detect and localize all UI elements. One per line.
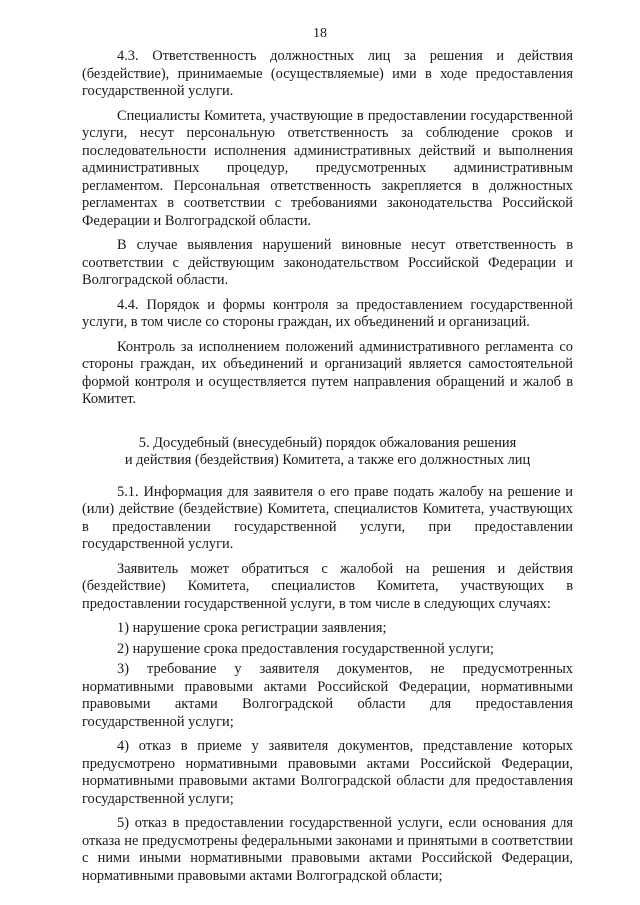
- list-item-4: 4) отказ в приеме у заявителя документов, представление которых предусмотрено нормативными правовыми актами Российской Федерации, нормативными правовыми актами Волгоградской области для предоставления государственной услуги;: [82, 738, 573, 807]
- list-item-2: 2) нарушение срока предоставления государственной услуги;: [117, 640, 494, 657]
- section-5-heading-line-2: и действия (бездействия) Комитета, а также его должностных лиц: [124, 452, 531, 468]
- list-item-1: 1) нарушение срока регистрации заявления;: [117, 620, 387, 636]
- paragraph-control: Контроль за исполнением положений административного регламента со стороны граждан, их объединений и организаций является самостоятельной формой контроля и осуществляется путем направления обращений и жалоб в Комитет.: [82, 338, 573, 407]
- paragraph-4-3: 4.3. Ответственность должностных лиц за решения и действия (бездействие), принимаемые (осуществляемые) ими в ходе предоставления государственной услуги.: [82, 48, 573, 99]
- document-body: [82, 48, 573, 892]
- page-number: 18: [313, 26, 327, 41]
- paragraph-violations: В случае выявления нарушений виновные несут ответственность в соответствии с действующим законодательством Российской Федерации и Волгоградской области.: [82, 237, 573, 288]
- section-5-heading: [82, 435, 573, 470]
- paragraph-5-1: 5.1. Информация для заявителя о его праве подать жалобу на решение и (или) действие (бездействие) Комитета, специалистов Комитета, участвующих в предоставлении государственной услуги, при предоставлении государственной услуги.: [82, 483, 573, 552]
- paragraph-4-4: 4.4. Порядок и формы контроля за предоставлением государственной услуги, в том числе со стороны граждан, их объединений и организаций.: [82, 296, 573, 330]
- list-item-3: 3) требование у заявителя документов, не предусмотренных нормативными правовыми актами Российской Федерации, нормативными правовыми актами Волгоградской области для предоставления государственной услуги;: [82, 661, 573, 730]
- section-5-heading-line-1: 5. Досудебный (внесудебный) порядок обжалования решения: [138, 434, 517, 451]
- paragraph-complaint-cases: Заявитель может обратиться с жалобой на решения и действия (бездействие) Комитета, специалистов Комитета, участвующих в предоставлении государственной услуги, в том числе в следующих случаях:: [82, 560, 573, 612]
- paragraph-specialists-responsibility: Специалисты Комитета, участвующие в предоставлении государственной услуги, несут персональную ответственность за соблюдение сроков и последовательности исполнения административных действий и выполнения административных процедур, предусмотренных административным регламентом. Персональная ответственность закрепляется в должностных регламентах в соответствии с требованиями законодательства Российской Федерации и Волгоградской области.: [82, 107, 573, 229]
- list-item-5: 5) отказ в предоставлении государственной услуги, если основания для отказа не предусмотрены федеральными законами и принятыми в соответствии с ними иными нормативными правовыми актами Российской Федерации, нормативными правовыми актами Волгоградской области;: [82, 815, 573, 884]
